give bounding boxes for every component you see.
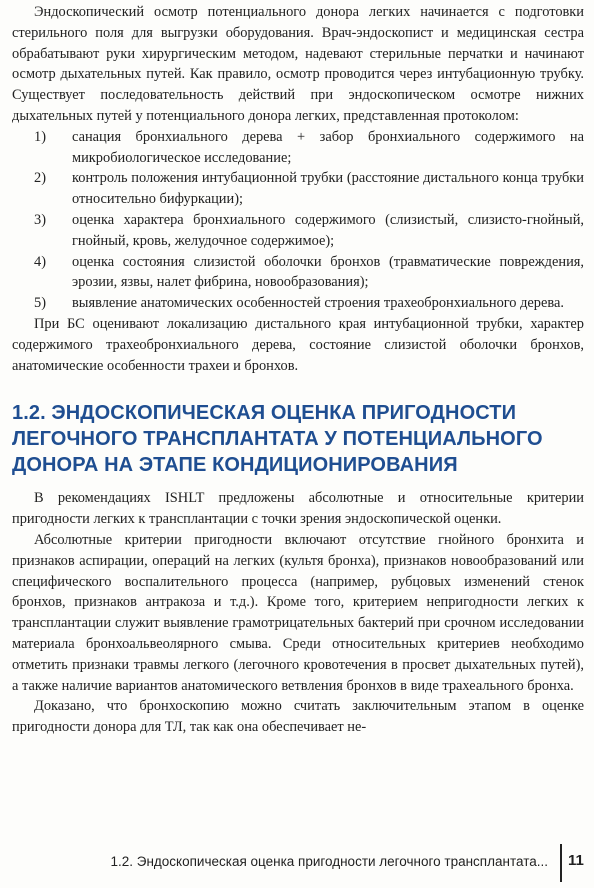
list-item-text: выявление анатомических особенностей строения трахеобронхиального дерева.	[72, 295, 564, 312]
page-content	[12, 2, 584, 738]
list-item-number: 5)	[34, 295, 46, 312]
section-heading	[12, 400, 584, 478]
list-item	[12, 127, 584, 169]
page-number: 11	[568, 852, 584, 869]
section-heading-line: ДОНОРА НА ЭТАПЕ КОНДИЦИОНИРОВАНИЯ	[12, 454, 458, 477]
list-item	[12, 293, 584, 314]
list-item-text: контроль положения интубационной трубки (расстояние дистального конца трубки относительно бифуркации);	[72, 170, 584, 208]
list-item-text: оценка характера бронхиального содержимого (слизистый, слизисто-гнойный, гнойный, кровь, желудочное содержимое);	[72, 211, 584, 249]
proof-paragraph: Доказано, что бронхоскопию можно считать заключительным этапом в оценке пригодности донора для ТЛ, так как она обеспечивает не-	[12, 698, 584, 736]
list-item-number: 2)	[34, 170, 46, 187]
list-item-number: 1)	[34, 128, 46, 145]
protocol-list	[12, 127, 584, 314]
list-item-number: 3)	[34, 211, 46, 228]
list-item	[12, 168, 584, 210]
page-footer	[0, 842, 594, 882]
running-title: 1.2. Эндоскопическая оценка пригодности легочного трансплантата...	[110, 854, 548, 869]
list-item	[12, 210, 584, 252]
list-item-text: оценка состояния слизистой оболочки бронхов (травматические повреждения, эрозии, язвы, налет фибрина, новообразования);	[72, 253, 584, 291]
list-item-number: 4)	[34, 253, 46, 270]
ishlt-paragraph: В рекомендациях ISHLT предложены абсолютные и относительные критерии пригодности легких к трансплантации с точки зрения эндоскопической оценки.	[12, 490, 584, 528]
section-heading-line: 1.2. ЭНДОСКОПИЧЕСКАЯ ОЦЕНКА ПРИГОДНОСТИ	[12, 402, 517, 425]
list-item	[12, 252, 584, 294]
intro-paragraph: Эндоскопический осмотр потенциального донора легких начинается с подготовки стерильного поля для выгрузки оборудования. Врач-эндоскопист и медицинская сестра обрабатывают руки хирургическим методом, надевают стерильные перчатки и начинают осмотр дыхательных путей. Как правило, осмотр проводится через интубационную трубку. Существует последовательность действий при эндоскопическом осмотре нижних дыхательных путей у потенциального донора легких, представленная протоколом:	[12, 4, 584, 124]
criteria-paragraph: Абсолютные критерии пригодности включают отсутствие гнойного бронхита и признаков аспирации, операций на легких (культя бронха), признаков новообразований или специфического воспалительного процесса (например, рубцовых изменений стенок бронхов, признаков антракоза и т.д.). Кроме того, критерием непригодности легких к трансплантации служит выявление грамотрицательных бактерий при срочном исследовании материала бронхоальвеолярного смыва. Среди относительных критериев необходимо отметить признаки травмы легкого (легочного кровотечения в просвет дыхательных путей), а также наличие вариантов анатомического ветвления бронхов в виде трахеального бронха.	[12, 531, 584, 694]
section-heading-line: ЛЕГОЧНОГО ТРАНСПЛАНТАТА У ПОТЕНЦИАЛЬНОГО	[12, 428, 543, 451]
list-item-text: санация бронхиального дерева + забор бронхиального содержимого на микробиологическое исследование;	[72, 128, 584, 166]
footer-divider	[560, 844, 562, 882]
bs-paragraph: При БС оценивают локализацию дистального края интубационной трубки, характер содержимого трахеобронхиального дерева, состояние слизистой оболочки бронхов, анатомические особенности трахеи и бронхов.	[12, 315, 584, 374]
